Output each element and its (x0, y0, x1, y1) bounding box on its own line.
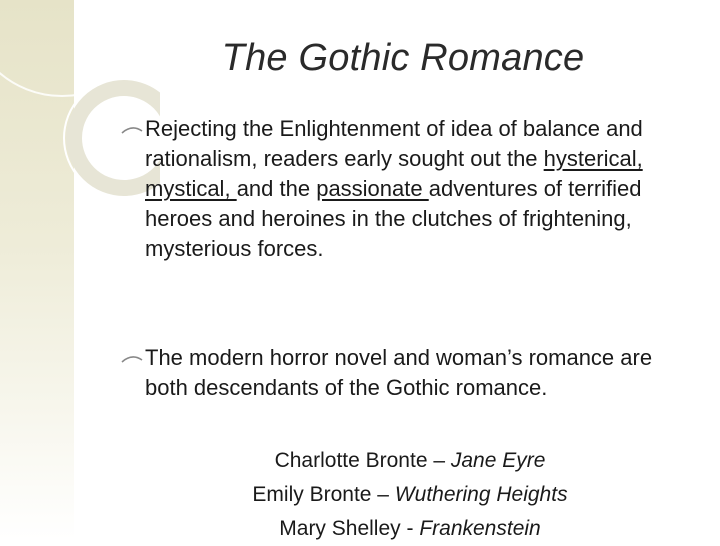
arc-bullet-icon (121, 352, 143, 364)
work-item: Charlotte Bronte – Jane Eyre (274, 449, 546, 472)
bullet-rejecting-enlightenment (121, 114, 681, 264)
works-list (0, 444, 720, 546)
work-item: Mary Shelley - Frankenstein (279, 517, 541, 540)
underlined-phrase: passionate (316, 176, 429, 201)
work-item: Emily Bronte – Wuthering Heights (252, 483, 568, 506)
work-title: Wuthering Heights (394, 483, 568, 506)
work-title: Frankenstein (419, 517, 541, 540)
bullet-modern-horror (121, 343, 681, 403)
bullet-text: Rejecting the Enlightenment of idea of balance and rationalism, readers early sought out the hysterical, mystical, and the passionate adventures of terrified heroes and heroines in the clutches of frightening, mysterious forces. (145, 116, 643, 261)
bullet-text: The modern horror novel and woman’s romance are both descendants of the Gothic romance. (145, 345, 653, 400)
work-title: Jane Eyre (450, 449, 546, 472)
slide-title: The Gothic Romance (221, 37, 585, 79)
underlined-phrase: hysterical, mystical, (145, 146, 643, 201)
arc-bullet-icon (121, 123, 143, 135)
